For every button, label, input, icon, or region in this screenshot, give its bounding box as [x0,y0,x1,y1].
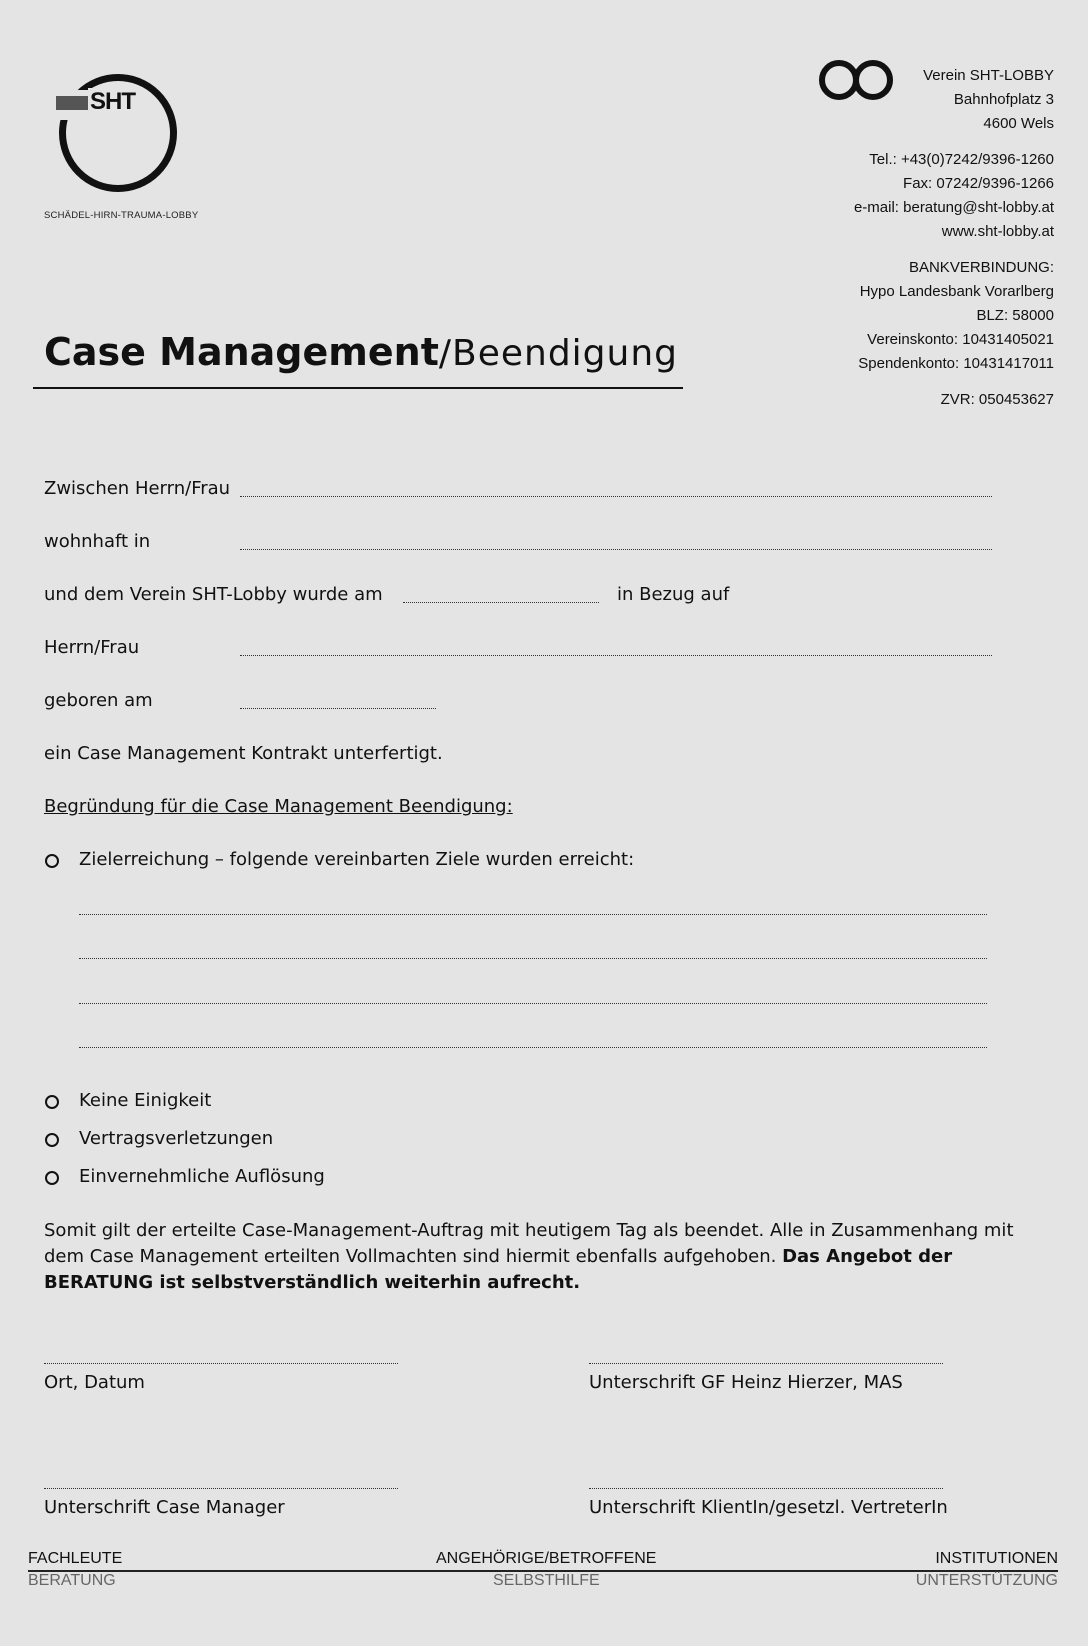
label-bezug: in Bezug auf [617,584,730,605]
radio-aufloesung[interactable] [45,1171,59,1185]
field-ziel-line-4[interactable] [79,1047,987,1048]
website: www.sht-lobby.at [941,223,1054,240]
option-einigkeit-label: Keine Einigkeit [79,1090,212,1111]
footer-left-top: FACHLEUTE [28,1550,123,1567]
blz: BLZ: 58000 [976,307,1054,324]
street: Bahnhofplatz 3 [953,91,1054,108]
title-main: Case Management [44,330,439,374]
bank-heading: BANKVERBINDUNG: [908,259,1054,276]
page-title [44,330,678,374]
radio-verletzungen[interactable] [45,1133,59,1147]
label-sig-cm: Unterschrift Case Manager [44,1497,285,1518]
label-sig-gf: Unterschrift GF Heinz Hierzer, MAS [589,1372,903,1393]
title-sub: /Beendigung [438,333,679,374]
field-sig-klient[interactable] [589,1488,943,1489]
section-heading-begruendung: Begründung für die Case Management Beendigung: [44,796,513,817]
footer-mid-top: ANGEHÖRIGE/BETROFFENE [436,1550,657,1567]
field-datum[interactable] [403,602,599,603]
field-herrn[interactable] [240,655,992,656]
field-ziel-line-1[interactable] [79,914,987,915]
zvr: ZVR: 050453627 [940,391,1054,408]
label-verein: und dem Verein SHT-Lobby wurde am [44,584,383,605]
radio-einigkeit[interactable] [45,1095,59,1109]
org-name: Verein SHT-LOBBY [923,67,1054,84]
field-geboren[interactable] [240,708,436,709]
field-sig-gf[interactable] [589,1363,943,1364]
radio-ziel[interactable] [45,854,59,868]
sht-logo [44,72,214,232]
fax: Fax: 07242/9396-1266 [903,175,1054,192]
label-geboren: geboren am [44,690,153,711]
closing-paragraph [44,1218,1044,1296]
logo-text: SHT [90,88,135,115]
closing-bold-text: Das Angebot der BERATUNG ist selbstverständlich weiterhin aufrecht. [44,1246,953,1293]
city: 4600 Wels [983,115,1054,132]
option-ziel-label: Zielerreichung – folgende vereinbarten Ziele wurden erreicht: [79,849,635,870]
footer-left-bottom: BERATUNG [28,1572,116,1589]
field-ziel-line-3[interactable] [79,1003,987,1004]
field-sig-cm[interactable] [44,1488,398,1489]
footer-right-bottom: UNTERSTÜTZUNG [915,1572,1058,1589]
phone: Tel.: +43(0)7242/9396-1260 [869,151,1054,168]
title-rule [33,387,683,389]
address-block [854,64,1054,412]
field-ziel-line-2[interactable] [79,958,987,959]
footer-right-top: INSTITUTIONEN [935,1550,1058,1567]
label-herrn: Herrn/Frau [44,637,140,658]
footer-mid-bottom: SELBSTHILFE [493,1572,600,1589]
field-wohnhaft[interactable] [240,549,992,550]
logo-caption: SCHÄDEL-HIRN-TRAUMA-LOBBY [44,210,199,221]
label-ort-datum: Ort, Datum [44,1372,145,1393]
option-verletzungen-label: Vertragsverletzungen [79,1128,274,1149]
bank-name: Hypo Landesbank Vorarlberg [859,283,1054,300]
label-wohnhaft: wohnhaft in [44,531,151,552]
closing-text: Somit gilt der erteilte Case-Management-Auftrag mit heutigem Tag als beendet. Alle in Zusammenhang mit dem Case Management erteilten Vollmachten sind hiermit ebenfalls aufgehoben. [44,1220,1014,1267]
vereinskonto: Vereinskonto: 10431405021 [867,331,1054,348]
field-ort-datum[interactable] [44,1363,398,1364]
label-zwischen: Zwischen Herrn/Frau [44,478,231,499]
spendenkonto: Spendenkonto: 10431417011 [858,355,1054,372]
label-kontrakt: ein Case Management Kontrakt unterfertigt. [44,743,443,764]
label-sig-klient: Unterschrift KlientIn/gesetzl. VertreterIn [589,1497,948,1518]
email: e-mail: beratung@sht-lobby.at [853,199,1054,216]
field-zwischen[interactable] [240,496,992,497]
option-aufloesung-label: Einvernehmliche Auflösung [79,1166,325,1187]
